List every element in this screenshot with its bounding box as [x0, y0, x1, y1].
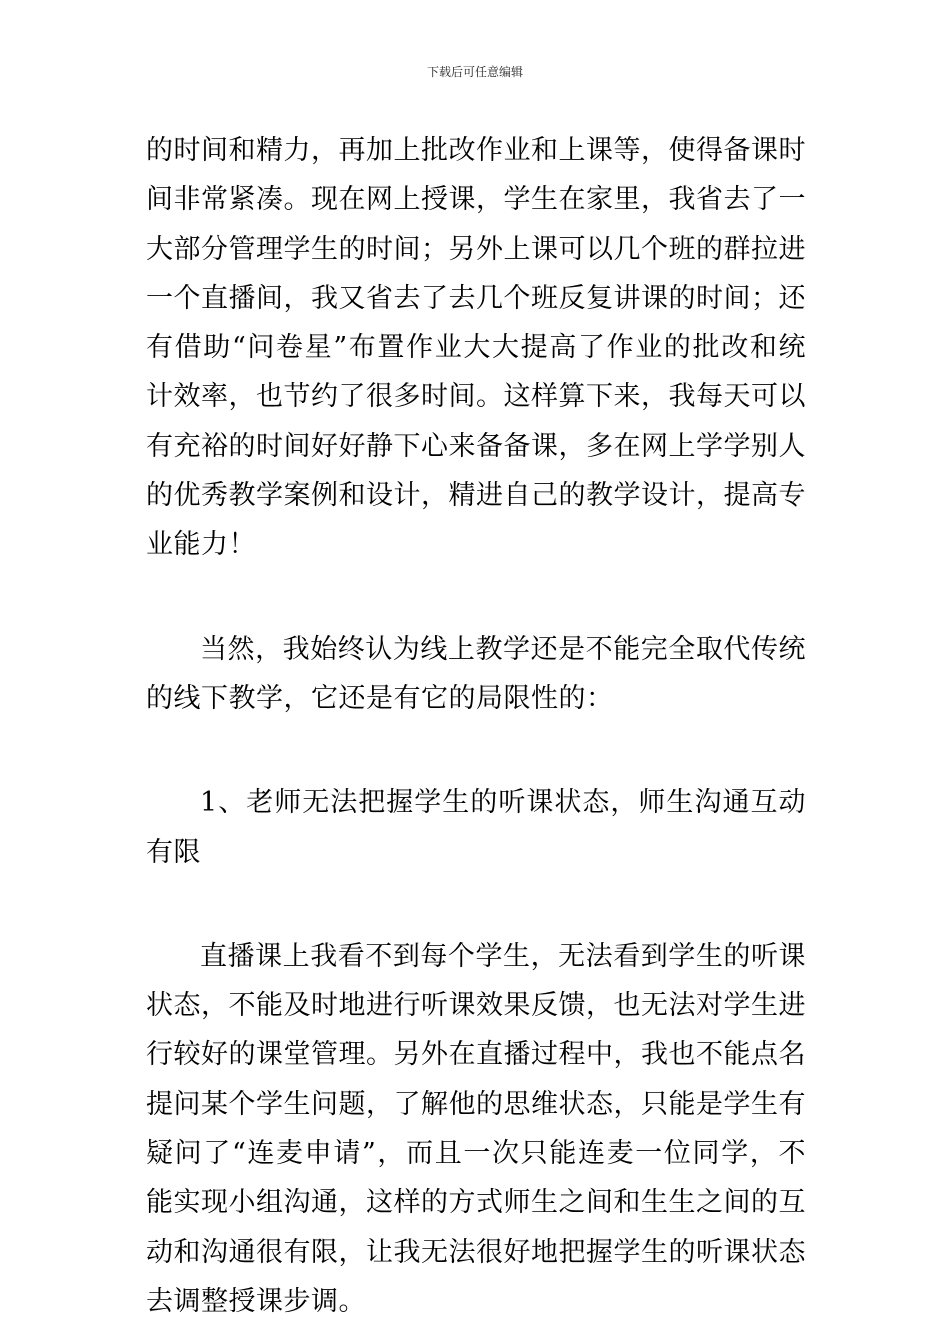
list-item-heading: 1、老师无法把握学生的听课状态，师生沟通互动有限 [146, 787, 806, 868]
paragraph-1: 的时间和精力，再加上批改作业和上课等，使得备课时间非常紧凑。现在网上授课，学生在家里，我省去了一大部分管理学生的时间；另外上课可以几个班的群拉进一个直播间，我又省去了去几个班反复讲课的时间；还有借助“问卷星”布置作业大大提高了作业的批改和统计效率，也节约了很多时间。这样算下来，我每天可以有充裕的时间好好静下心来备备课，多在网上学学别人的优秀教学案例和设计，精进自己的教学设计，提高专业能力！ [146, 135, 806, 561]
header-note: 下载后可任意编辑 [426, 65, 523, 79]
paragraph-2: 当然，我始终认为线上教学还是不能完全取代传统的线下教学，它还是有它的局限性的： [146, 633, 806, 714]
document-body [146, 126, 806, 1326]
paragraph-3: 直播课上我看不到每个学生，无法看到学生的听课状态，不能及时地进行听课效果反馈，也无法对学生进行较好的课堂管理。另外在直播过程中，我也不能点名提问某个学生问题，了解他的思维状态，只能是学生有疑问了“连麦申请”，而且一次只能连麦一位同学，不能实现小组沟通，这样的方式师生之间和生生之间的互动和沟通很有限，让我无法很好地把握学生的听课状态去调整授课步调。 [146, 940, 806, 1317]
